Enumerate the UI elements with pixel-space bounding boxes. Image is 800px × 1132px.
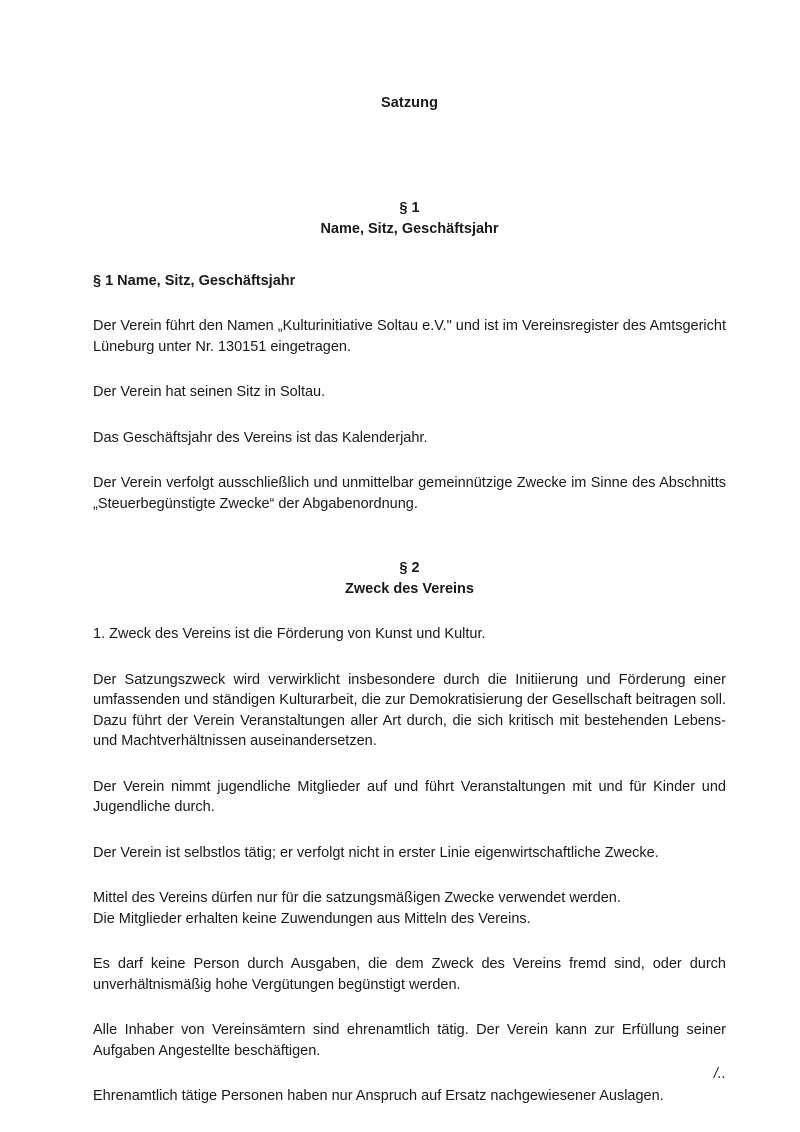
section-1-heading bbox=[93, 198, 726, 239]
spacer bbox=[93, 995, 726, 1020]
section-2 bbox=[93, 514, 726, 599]
spacer bbox=[93, 403, 726, 428]
spacer bbox=[93, 645, 726, 670]
spacer bbox=[93, 863, 726, 888]
document-title: Satzung bbox=[380, 95, 439, 111]
paragraph: 1. Zweck des Vereins ist die Förderung von Kunst und Kultur. bbox=[93, 626, 486, 642]
document-body bbox=[93, 0, 726, 1107]
paragraph: Ehrenamtlich tätige Personen haben nur Anspruch auf Ersatz nachgewiesener Auslagen. bbox=[93, 1088, 664, 1104]
paragraph: Der Verein nimmt jugendliche Mitglieder auf und führt Veranstaltungen mit und für Kinder und Jugendliche durch. bbox=[93, 778, 726, 815]
spacer bbox=[93, 818, 726, 843]
section-1-subheading-wrap bbox=[93, 239, 726, 291]
spacer bbox=[93, 291, 726, 316]
paragraph: Der Verein hat seinen Sitz in Soltau. bbox=[93, 384, 326, 400]
paragraph: Es darf keine Person durch Ausgaben, die dem Zweck des Vereins fremd sind, oder durch unverhältnismäßig hohe Vergütungen begünstigt werden. bbox=[93, 956, 726, 993]
spacer bbox=[93, 357, 726, 382]
paragraph: Alle Inhaber von Vereinsämtern sind ehrenamtlich tätig. Der Verein kann zur Erfüllung seiner Aufgaben Angestellte beschäftigen. bbox=[93, 1022, 726, 1059]
spacer bbox=[93, 599, 726, 624]
section-1-subheading: § 1 Name, Sitz, Geschäftsjahr bbox=[93, 273, 296, 289]
paragraph: Der Verein ist selbstlos tätig; er verfolgt nicht in erster Linie eigenwirtschaftliche Zwecke. bbox=[93, 844, 659, 861]
section-1-title: Name, Sitz, Geschäftsjahr bbox=[320, 220, 499, 237]
section-2-heading bbox=[93, 558, 726, 599]
paragraph: Der Satzungszweck wird verwirklicht insbesondere durch die Initiierung und Förderung einer umfassenden und ständigen Kulturarbeit, die zur Demokratisierung der Gesellschaft beitragen soll. Dazu führt der Verein Veranstaltungen aller Art durch, die sich kritisch mit bestehenden Lebens- und Machtverhältnissen auseinandersetzen. bbox=[93, 671, 726, 749]
section-1-number: § 1 bbox=[399, 200, 420, 216]
section-2-title: Zweck des Vereins bbox=[345, 580, 474, 597]
page-continuation-mark: /.. bbox=[713, 1066, 726, 1082]
section-2-number: § 2 bbox=[399, 560, 420, 576]
paragraph: Die Mitglieder erhalten keine Zuwendungen aus Mitteln des Vereins. bbox=[93, 910, 531, 927]
spacer bbox=[93, 752, 726, 777]
paragraph: Der Verein führt den Namen „Kulturinitiative Soltau e.V." und ist im Vereinsregister des Amtsgericht Lüneburg unter Nr. 130151 eingetragen. bbox=[93, 318, 726, 355]
paragraph: Mittel des Vereins dürfen nur für die satzungsmäßigen Zwecke verwendet werden. bbox=[93, 890, 621, 906]
spacer bbox=[93, 1061, 726, 1086]
spacer bbox=[93, 929, 726, 954]
paragraph: Das Geschäftsjahr des Vereins ist das Kalenderjahr. bbox=[93, 429, 428, 446]
section-1 bbox=[93, 111, 726, 239]
spacer bbox=[93, 448, 726, 473]
paragraph: Der Verein verfolgt ausschließlich und unmittelbar gemeinnützige Zwecke im Sinne des Abschnitts „Steuerbegünstigte Zwecke“ der Abgabenordnung. bbox=[93, 475, 726, 512]
